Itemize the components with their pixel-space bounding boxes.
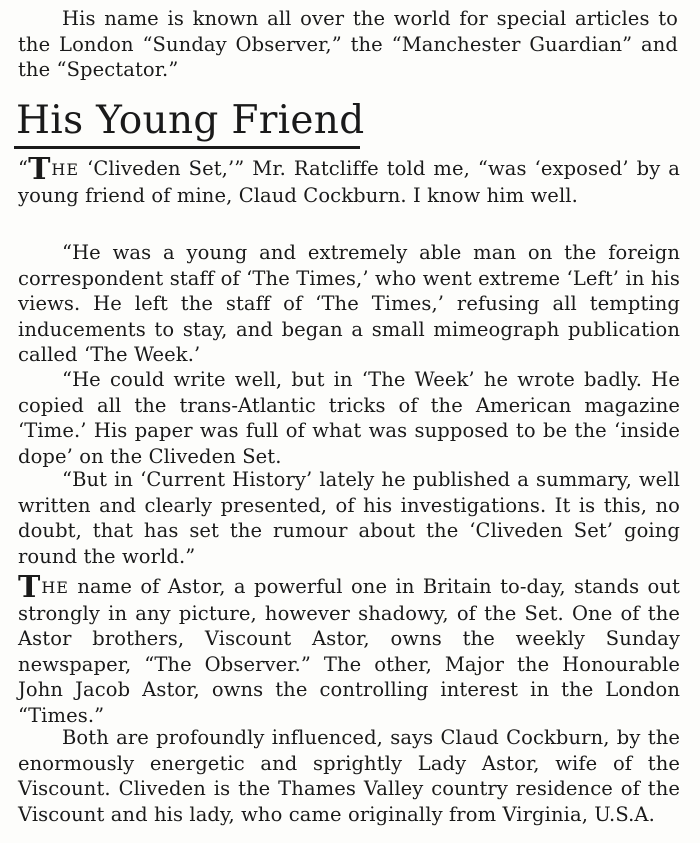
paragraph-current-history: “But in ‘Current History’ lately he published a summary, well written and clearly presented, of his investigations. It is this, no doubt, that has set the rumour about the ‘Cliveden Set’ going round the world.” bbox=[18, 468, 680, 568]
paragraph-young-man: “He was a young and extremely able man on the foreign correspondent staff of ‘The Times,’ who went extreme ‘Left’ in his views. He left the staff of ‘The Times,’ refusing all tempting inducements to stay, and began a small mimeograph publication called ‘The Week.’ bbox=[18, 241, 680, 367]
small-caps: HE bbox=[41, 578, 69, 597]
paragraph-text: ‘Cliveden Set,’” Mr. Ratcliffe told me, “was ‘exposed’ by a young friend of mine, Claud Cockburn. I know him well. bbox=[18, 157, 680, 207]
paragraph-write-well: “He could write well, but in ‘The Week’ he wrote badly. He copied all the trans-Atlantic tricks of the American magazine ‘Time.’ His paper was full of what was supposed to be the ‘inside dope’ on the Cliveden Set. bbox=[18, 368, 680, 468]
heading-underline bbox=[14, 146, 360, 149]
paragraph-lady-astor: Both are profoundly influenced, says Claud Cockburn, by the enormously energetic and sprightly Lady Astor, wife of the Viscount. Cliveden is the Thames Valley country residence of the Viscount and his lady, who came originally from Virginia, U.S.A. bbox=[18, 726, 680, 826]
open-quote: “ bbox=[18, 157, 29, 180]
paragraph-text: name of Astor, a powerful one in Britain to-day, stands out strongly in any picture, however shadowy, of the Set. One of the Astor brothers, Viscount Astor, owns the weekly Sunday newspaper, “The Observer.” The other, Major the Honourable John Jacob Astor, owns the controlling interest in the London “Times.” bbox=[18, 575, 680, 727]
paragraph-ratcliffe-quote bbox=[18, 152, 680, 208]
drop-cap: T bbox=[18, 570, 42, 605]
paragraph-astor bbox=[18, 570, 680, 729]
small-caps: HE bbox=[51, 160, 80, 179]
drop-cap: T bbox=[28, 152, 52, 187]
intro-paragraph: His name is known all over the world for special articles to the London “Sunday Observer,” the “Manchester Guardian” and the “Spectator.” bbox=[18, 7, 678, 82]
section-heading: His Young Friend bbox=[16, 98, 365, 143]
